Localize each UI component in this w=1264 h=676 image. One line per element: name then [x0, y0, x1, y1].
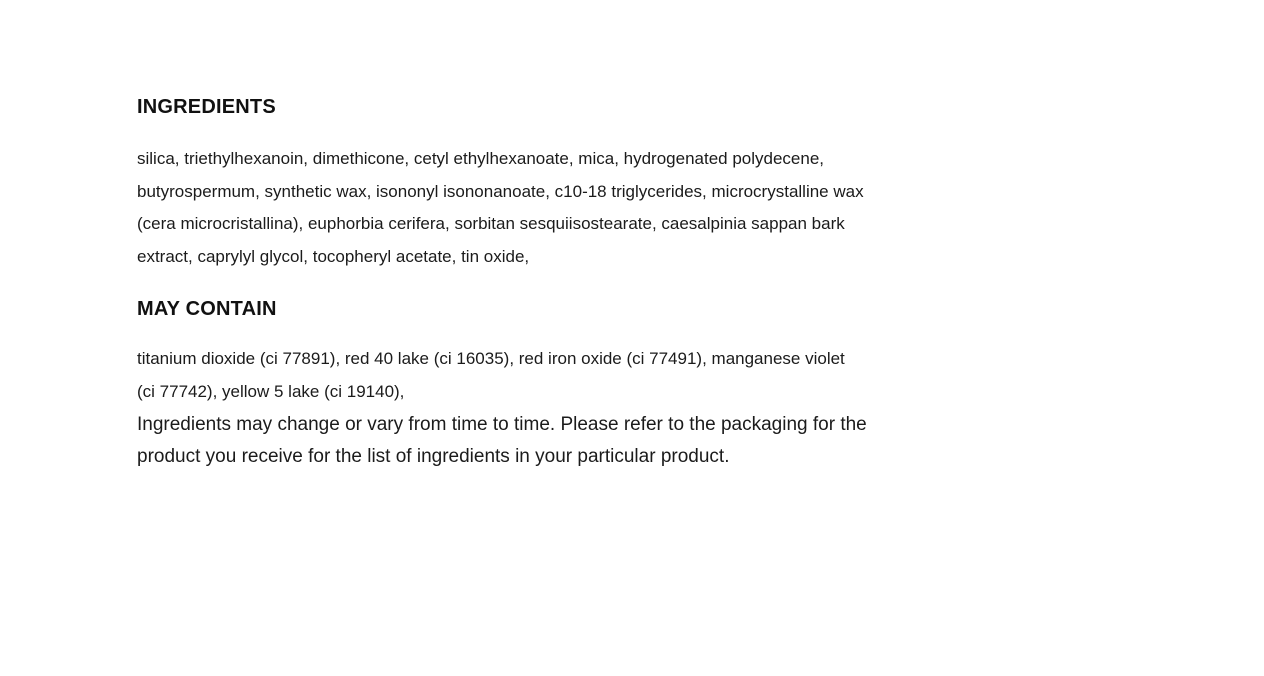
disclaimer-text — [137, 409, 867, 473]
may-contain-line: (ci 77742), yellow 5 lake (ci 19140), — [137, 381, 405, 401]
ingredients-line: extract, caprylyl glycol, tocopheryl acetate, tin oxide, — [137, 246, 530, 266]
ingredients-line: butyrospermum, synthetic wax, isononyl isononanoate, c10-18 triglycerides, microcrystalline wax — [137, 181, 864, 201]
disclaimer-line: Ingredients may change or vary from time to time. Please refer to the packaging for the — [137, 414, 867, 435]
ingredients-line: silica, triethylhexanoin, dimethicone, cetyl ethylhexanoate, mica, hydrogenated polydecene, — [137, 149, 825, 168]
ingredients-heading: INGREDIENTS — [137, 96, 276, 118]
may-contain-text — [137, 343, 845, 408]
ingredients-text — [137, 143, 864, 273]
may-contain-heading: MAY CONTAIN — [137, 298, 277, 320]
disclaimer-line: product you receive for the list of ingredients in your particular product. — [137, 446, 730, 467]
may-contain-line: titanium dioxide (ci 77891), red 40 lake (ci 16035), red iron oxide (ci 77491), manganese violet — [137, 349, 845, 368]
ingredients-line: (cera microcristallina), euphorbia cerifera, sorbitan sesquiisostearate, caesalpinia sappan bark — [137, 214, 845, 234]
